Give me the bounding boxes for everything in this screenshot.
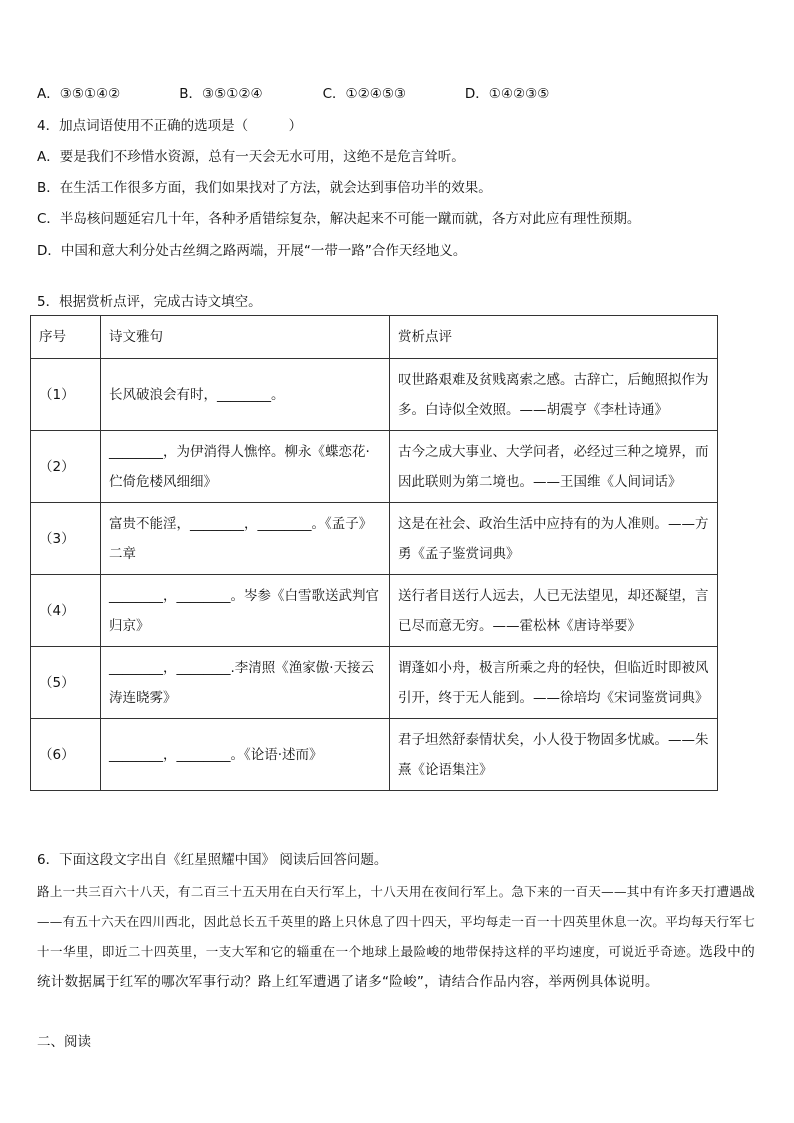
q3-options (37, 82, 549, 102)
row-comment: 谓蓬如小舟，极言所乘之舟的轻快，但临近时即被风引开，终于无人能到。——徐培均《宋词鉴赏词典》 (390, 647, 718, 719)
q3-option-a: A．③⑤①④② (37, 86, 121, 102)
table-row (31, 575, 718, 647)
row-number: （3） (31, 503, 101, 575)
q3-option-c: C．①②④⑤③ (322, 86, 407, 102)
q4-option-d: D．中国和意大利分处古丝绸之路两端，开展“一带一路”合作天经地义。 (37, 243, 467, 259)
row-verse: 富贵不能淫，________，________。《孟子》二章 (101, 503, 390, 575)
q4-option-a: A．要是我们不珍惜水资源，总有一天会无水可用，这绝不是危言耸听。 (37, 149, 465, 165)
q6-passage-block (37, 877, 755, 997)
q4-option-c: C．半岛核问题延宕几十年，各种矛盾错综复杂，解决起来不可能一蹴而就，各方对此应有理性预期。 (37, 211, 641, 227)
row-verse: 长风破浪会有时，________。 (101, 359, 390, 431)
table-header-row (31, 316, 718, 359)
table-row (31, 647, 718, 719)
row-number: （6） (31, 719, 101, 791)
row-verse: ________，________。岑参《白雪歌送武判官归京》 (101, 575, 390, 647)
row-number: （2） (31, 431, 101, 503)
row-comment: 君子坦然舒泰情状矣，小人役于物固多忧戚。——朱熹《论语集注》 (390, 719, 718, 791)
q4-stem: 4．加点词语使用不正确的选项是（ ） (37, 118, 303, 134)
header-comment: 赏析点评 (390, 316, 718, 359)
q6-passage: 路上一共三百六十八天，有二百三十五天用在白天行军上，十八天用在夜间行军上。急下来的一百天——其中有许多天打遭遇战——有五十六天在四川西北，因此总长五千英里的路上只休息了四十四天，平均每走一百一十四英里休息一次。平均每天行军七十一华里，即近二十四英里，一支大军和它的辎重在一个地球上最险峻的地带保持这样的平均速度，可说近乎奇迹。 (37, 884, 755, 959)
q6-stem: 6．下面这段文字出自《红星照耀中国》 阅读后回答问题。 (37, 852, 388, 868)
q3-option-b: B．③⑤①②④ (179, 86, 263, 102)
table-row (31, 719, 718, 791)
row-number: （5） (31, 647, 101, 719)
table-row (31, 503, 718, 575)
row-verse: ________，为伊消得人憔悴。柳永《蝶恋花·伫倚危楼风细细》 (101, 431, 390, 503)
row-number: （1） (31, 359, 101, 431)
q5-stem: 5．根据赏析点评，完成古诗文填空。 (37, 294, 262, 310)
table-row (31, 431, 718, 503)
header-number: 序号 (31, 316, 101, 359)
section-heading: 二、阅读 (37, 1034, 91, 1050)
poetry-table (30, 315, 718, 791)
row-verse: ________，________.李清照《渔家傲·天接云涛连晓雾》 (101, 647, 390, 719)
row-comment: 送行者目送行人远去，人已无法望见，却还凝望，言已尽而意无穷。——霍松林《唐诗举要》 (390, 575, 718, 647)
row-comment: 古今之成大事业、大学问者，必经过三种之境界，而因此联则为第二境也。——王国维《人间词话》 (390, 431, 718, 503)
row-verse: ________，________。《论语·述而》 (101, 719, 390, 791)
table-row (31, 359, 718, 431)
q3-option-d: D．①④②③⑤ (464, 86, 550, 102)
q4-option-b: B．在生活工作很多方面，我们如果找对了方法，就会达到事倍功半的效果。 (37, 180, 492, 196)
row-number: （4） (31, 575, 101, 647)
header-verse: 诗文雅句 (101, 316, 390, 359)
q6-question: 选段中的统计数据属于红军的哪次军事行动？路上红军遭遇了诸多“险峻”，请结合作品内容，举两例具体说明。 (37, 944, 755, 990)
row-comment: 叹世路艰难及贫贱离索之感。古辞亡，后鲍照拟作为多。白诗似全效照。——胡震亨《李杜诗通》 (390, 359, 718, 431)
row-comment: 这是在社会、政治生活中应持有的为人准则。——方勇《孟子鉴赏词典》 (390, 503, 718, 575)
